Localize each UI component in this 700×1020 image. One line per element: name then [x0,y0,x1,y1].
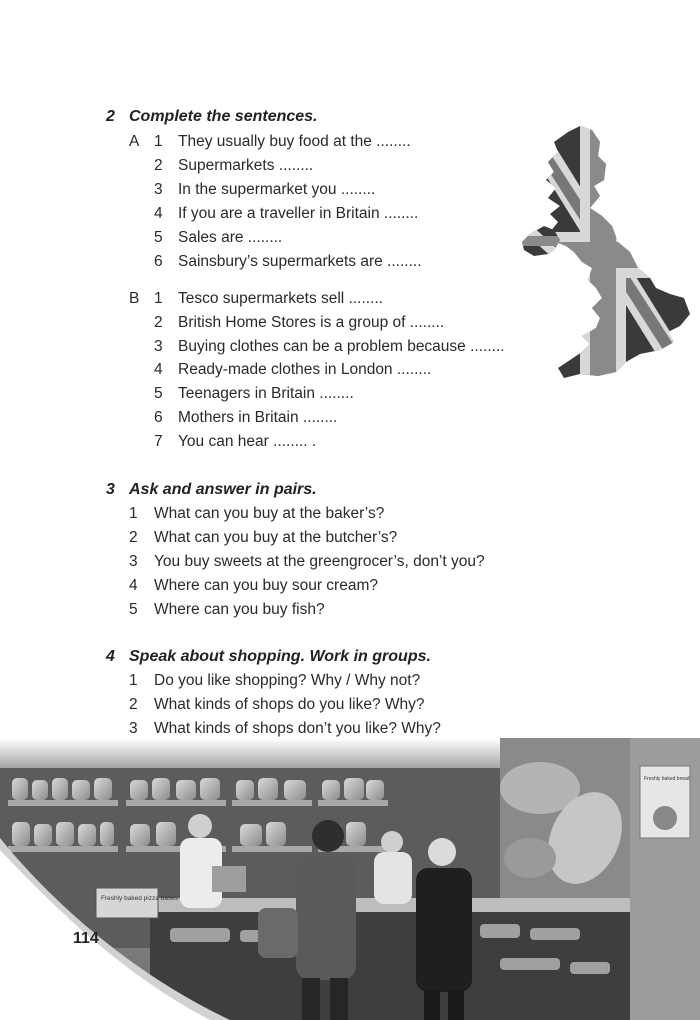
exercise-4-title [106,648,431,666]
section-letter: A [129,133,140,150]
bakery-photo [0,738,700,1020]
exercise-2-title [106,108,318,126]
exercise-instruction: Ask and answer in pairs. [129,481,317,498]
section-letter: B [129,290,140,307]
page-number: 114 [73,930,99,947]
exercise-3-title [106,481,317,499]
exercise-number: 3 [106,481,115,498]
exercise-instruction: Complete the sentences. [129,108,318,125]
exercise-number: 4 [106,648,115,665]
sign-text: Freshly baked pizza bases [101,895,178,902]
exercise-number: 2 [106,108,115,125]
exercise-instruction: Speak about shopping. Work in groups. [129,648,431,665]
uk-map-flag-icon [520,122,695,384]
poster-text: Freshly baked bread [644,776,690,782]
